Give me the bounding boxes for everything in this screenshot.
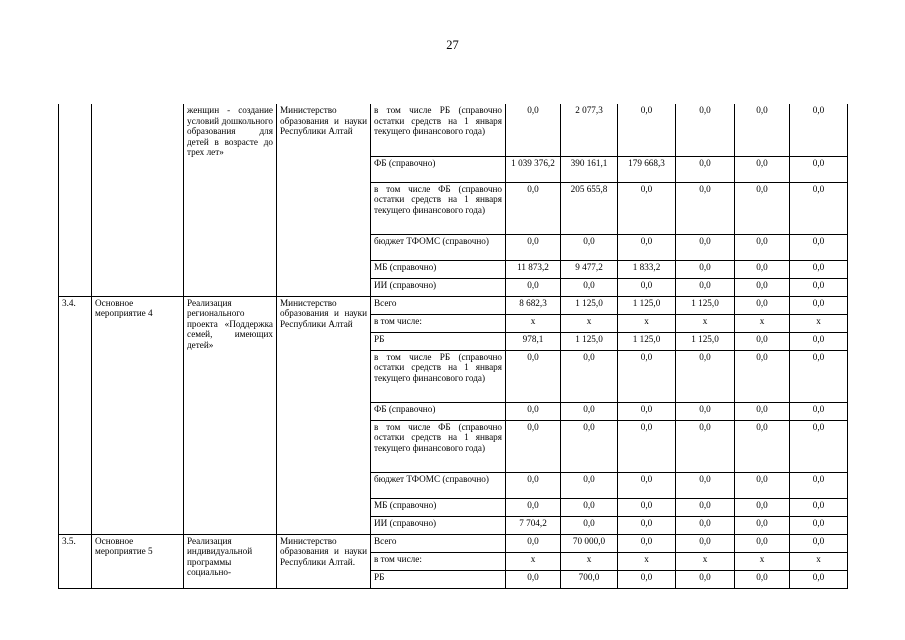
value-cell: х [561, 552, 618, 570]
value-cell: 0,0 [735, 534, 790, 552]
funding-source-cell: МБ (справочно) [371, 260, 506, 278]
executor-cell: Министерство образования и науки Республики Алтай [277, 296, 371, 534]
value-cell: х [735, 314, 790, 332]
table-row [59, 296, 848, 314]
value-cell: 205 655,8 [561, 182, 618, 234]
funding-source-cell: бюджет ТФОМС (справочно) [371, 234, 506, 260]
item-name-cell [92, 104, 184, 296]
value-cell: х [676, 314, 735, 332]
value-cell: 0,0 [790, 156, 848, 182]
value-cell: 0,0 [790, 472, 848, 498]
value-cell: 0,0 [676, 420, 735, 472]
table-row [59, 534, 848, 552]
value-cell: 0,0 [676, 278, 735, 296]
value-cell: 0,0 [506, 278, 561, 296]
value-cell: 0,0 [790, 234, 848, 260]
value-cell: 0,0 [676, 350, 735, 402]
value-cell: 0,0 [561, 420, 618, 472]
value-cell: 1 125,0 [618, 296, 676, 314]
value-cell: 0,0 [618, 516, 676, 534]
value-cell: 0,0 [506, 420, 561, 472]
value-cell: 8 682,3 [506, 296, 561, 314]
value-cell: 0,0 [735, 234, 790, 260]
item-name-cell: Основное мероприятие 5 [92, 534, 184, 588]
funding-source-cell: в том числе ФБ (справочно остатки средств на 1 января текущего финансового года) [371, 420, 506, 472]
funding-source-cell: в том числе: [371, 314, 506, 332]
value-cell: 0,0 [618, 278, 676, 296]
value-cell: 0,0 [618, 570, 676, 588]
value-cell: 0,0 [676, 402, 735, 420]
event-description-cell: Реализация регионального проекта «Поддержка семей, имеющих детей» [184, 296, 277, 534]
value-cell: 390 161,1 [561, 156, 618, 182]
value-cell: 0,0 [676, 534, 735, 552]
value-cell: 0,0 [790, 104, 848, 156]
value-cell: 0,0 [790, 260, 848, 278]
value-cell: 1 125,0 [618, 332, 676, 350]
value-cell: 0,0 [676, 472, 735, 498]
value-cell: 1 039 376,2 [506, 156, 561, 182]
value-cell: 0,0 [735, 260, 790, 278]
value-cell: 0,0 [676, 182, 735, 234]
value-cell: 0,0 [618, 350, 676, 402]
table-row [59, 104, 848, 156]
funding-source-cell: в том числе РБ (справочно остатки средств на 1 января текущего финансового года) [371, 350, 506, 402]
funding-source-cell: РБ [371, 332, 506, 350]
value-cell: 0,0 [618, 402, 676, 420]
value-cell: 1 125,0 [676, 296, 735, 314]
value-cell: 0,0 [735, 296, 790, 314]
value-cell: 0,0 [790, 332, 848, 350]
funding-source-cell: Всего [371, 534, 506, 552]
value-cell: 0,0 [790, 278, 848, 296]
value-cell: 0,0 [735, 332, 790, 350]
value-cell: 0,0 [735, 104, 790, 156]
value-cell: 0,0 [735, 420, 790, 472]
value-cell: 179 668,3 [618, 156, 676, 182]
value-cell: 0,0 [790, 296, 848, 314]
value-cell: 0,0 [735, 156, 790, 182]
value-cell: 0,0 [618, 498, 676, 516]
value-cell: 0,0 [735, 472, 790, 498]
value-cell: 0,0 [561, 278, 618, 296]
funding-source-cell: ИИ (справочно) [371, 516, 506, 534]
value-cell: 0,0 [735, 516, 790, 534]
value-cell: 0,0 [676, 570, 735, 588]
value-cell: х [506, 552, 561, 570]
value-cell: 0,0 [676, 516, 735, 534]
value-cell: х [618, 552, 676, 570]
page-number: 27 [446, 38, 459, 52]
value-cell: х [561, 314, 618, 332]
funding-source-cell: в том числе: [371, 552, 506, 570]
value-cell: 0,0 [790, 570, 848, 588]
funding-source-cell: МБ (справочно) [371, 498, 506, 516]
funding-source-cell: бюджет ТФОМС (справочно) [371, 472, 506, 498]
value-cell: 0,0 [790, 350, 848, 402]
value-cell: 0,0 [790, 498, 848, 516]
value-cell: 11 873,2 [506, 260, 561, 278]
value-cell: 0,0 [790, 534, 848, 552]
value-cell: х [790, 552, 848, 570]
value-cell: 0,0 [735, 278, 790, 296]
value-cell: 9 477,2 [561, 260, 618, 278]
item-number-cell: 3.5. [59, 534, 92, 588]
item-number-cell: 3.4. [59, 296, 92, 534]
value-cell: 0,0 [676, 260, 735, 278]
value-cell: 0,0 [506, 350, 561, 402]
executor-cell: Министерство образования и науки Республики Алтай. [277, 534, 371, 588]
value-cell: 0,0 [506, 472, 561, 498]
value-cell: 0,0 [506, 498, 561, 516]
value-cell: 0,0 [561, 472, 618, 498]
value-cell: 0,0 [506, 534, 561, 552]
value-cell: 0,0 [561, 498, 618, 516]
value-cell: 1 833,2 [618, 260, 676, 278]
value-cell: х [506, 314, 561, 332]
value-cell: 0,0 [790, 420, 848, 472]
event-description-cell: Реализация индивидуальной программы социально- [184, 534, 277, 588]
value-cell: 0,0 [506, 182, 561, 234]
value-cell: х [735, 552, 790, 570]
value-cell: 0,0 [735, 350, 790, 402]
value-cell: 0,0 [561, 402, 618, 420]
value-cell: 0,0 [735, 402, 790, 420]
value-cell: 0,0 [676, 104, 735, 156]
item-number-cell [59, 104, 92, 296]
funding-source-cell: РБ [371, 570, 506, 588]
value-cell: 70 000,0 [561, 534, 618, 552]
value-cell: 1 125,0 [561, 332, 618, 350]
value-cell: 0,0 [676, 156, 735, 182]
value-cell: 700,0 [561, 570, 618, 588]
value-cell: 0,0 [790, 516, 848, 534]
value-cell: 0,0 [618, 534, 676, 552]
value-cell: 0,0 [618, 234, 676, 260]
value-cell: 0,0 [506, 570, 561, 588]
value-cell: 0,0 [618, 420, 676, 472]
value-cell: 978,1 [506, 332, 561, 350]
value-cell: х [618, 314, 676, 332]
event-description-cell: женщин - создание условий дошкольного образования для детей в возрасте до трех лет» [184, 104, 277, 296]
funding-source-cell: Всего [371, 296, 506, 314]
value-cell: 0,0 [561, 350, 618, 402]
value-cell: 0,0 [561, 234, 618, 260]
value-cell: 2 077,3 [561, 104, 618, 156]
value-cell: 0,0 [506, 234, 561, 260]
value-cell: 0,0 [676, 498, 735, 516]
value-cell: х [790, 314, 848, 332]
value-cell: 1 125,0 [561, 296, 618, 314]
value-cell: 0,0 [506, 402, 561, 420]
value-cell: 0,0 [735, 570, 790, 588]
value-cell: 0,0 [790, 402, 848, 420]
funding-source-cell: в том числе ФБ (справочно остатки средств на 1 января текущего финансового года) [371, 182, 506, 234]
value-cell: 0,0 [561, 516, 618, 534]
value-cell: 0,0 [735, 498, 790, 516]
value-cell: 7 704,2 [506, 516, 561, 534]
value-cell: 0,0 [618, 104, 676, 156]
value-cell: х [676, 552, 735, 570]
value-cell: 0,0 [618, 182, 676, 234]
item-name-cell: Основное мероприятие 4 [92, 296, 184, 534]
funding-source-cell: ИИ (справочно) [371, 278, 506, 296]
value-cell: 0,0 [676, 234, 735, 260]
value-cell: 0,0 [790, 182, 848, 234]
funding-source-cell: ФБ (справочно) [371, 402, 506, 420]
value-cell: 0,0 [735, 182, 790, 234]
funding-source-cell: в том числе РБ (справочно остатки средств на 1 января текущего финансового года) [371, 104, 506, 156]
value-cell: 0,0 [618, 472, 676, 498]
value-cell: 1 125,0 [676, 332, 735, 350]
value-cell: 0,0 [506, 104, 561, 156]
funding-source-cell: ФБ (справочно) [371, 156, 506, 182]
budget-table [58, 104, 848, 589]
executor-cell: Министерство образования и науки Республики Алтай [277, 104, 371, 296]
